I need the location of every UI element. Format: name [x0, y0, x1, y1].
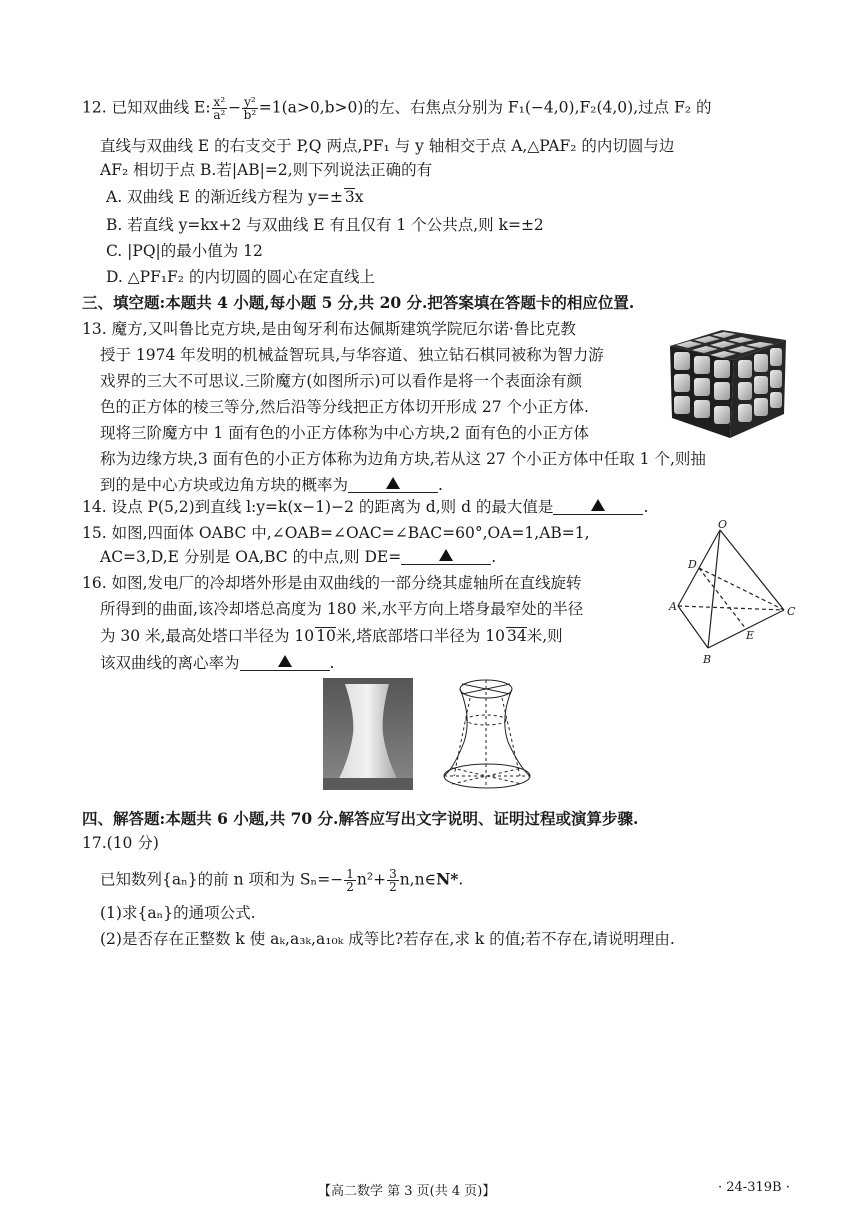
sqrt-34: 34 — [506, 627, 527, 645]
rubiks-cube-image — [664, 318, 790, 440]
q13-line-2: 授于 1974 年发明的机械益智玩具,与华容道、独立钻石棋同被称为智力游 — [100, 346, 604, 364]
q16-line-4: 该双曲线的离心率为 . — [100, 654, 335, 672]
q16-line-1: 16. 如图,发电厂的冷却塔外形是由双曲线的一部分绕其虚轴所在直线旋转 — [82, 574, 582, 592]
section-4-heading: 四、解答题:本题共 6 小题,共 70 分.解答应写出文字说明、证明过程或演算步骤. — [82, 809, 639, 828]
label-d: D — [688, 558, 697, 571]
q13-line-6: 称为边缘方块,3 面有色的小正方体称为边角方块,若从这 27 个小正方体中任取 1 个,则抽 — [100, 450, 706, 468]
footer-page-info: 【高二数学 第 3 页(共 4 页)】 — [318, 1184, 496, 1199]
q16-line-2: 所得到的曲面,该冷却塔总高度为 180 米,水平方向上塔身最窄处的半径 — [100, 600, 584, 618]
q13-line-4: 色的正方体的棱三等分,然后沿等分线把正方体切开形成 27 个小正方体. — [100, 398, 589, 416]
sqrt-10: 10 — [316, 627, 336, 645]
label-e: E — [746, 629, 755, 642]
label-a: A — [669, 600, 677, 613]
q13-line-3: 戏界的三大不可思议.三阶魔方(如图所示)可以看作是将一个表面涂有颜 — [100, 372, 583, 390]
fraction-3-2: $\frac{3}{2}$ — [389, 867, 397, 894]
label-b: B — [703, 653, 712, 666]
tetrahedron-figure — [668, 518, 798, 666]
q12-line-2: 直线与双曲线 E 的右支交于 P,Q 两点,PF₁ 与 y 轴相交于点 A,△PAF₂ 的内切圆与边 — [100, 137, 675, 155]
fraction-y2-b2: $\frac{\text{y²}}{\text{b²}}$ — [243, 95, 257, 122]
answer-blank-15[interactable] — [401, 546, 491, 565]
label-o: O — [718, 518, 728, 531]
q17-part-2: (2)是否存在正整数 k 使 aₖ,a₃ₖ,a₁₀ₖ 成等比?若存在,求 k 的值;若不存在,请说明理由. — [100, 930, 675, 948]
fraction-x2-a2: $\frac{\text{x²}}{\text{a²}}$ — [213, 95, 226, 122]
q15-line-2: AC=3,D,E 分别是 OA,BC 的中点,则 DE= . — [100, 548, 497, 566]
footer-code: · 24-319B · — [718, 1180, 790, 1195]
triangle-marker-icon — [386, 477, 400, 489]
q12-option-c: C. |PQ|的最小值为 12 — [106, 242, 263, 260]
triangle-marker-icon — [439, 549, 453, 561]
q15-line-1: 15. 如图,四面体 OABC 中,∠OAB=∠OAC=∠BAC=60°,OA=1,AB=1, — [82, 524, 590, 542]
triangle-marker-icon — [591, 499, 605, 511]
q17-heading: 17.(10 分) — [82, 834, 159, 852]
q12-line-1: 12. 已知双曲线 E: $\frac{\text{x²}}{\text{a²}}$ − $\frac{\text{y²}}{\text{b²}}$ =1(a>0,b>0)的左、右焦点分别为 F₁(−4,0),F₂(4,0),过点 F₂ 的 — [82, 95, 712, 122]
answer-blank-14[interactable] — [553, 496, 643, 515]
triangle-marker-icon — [278, 655, 292, 667]
q17-statement: 已知数列{aₙ}的前 n 项和为 Sₙ=− $\frac{1}{2}$ n²+ $\frac{3}{2}$ n,n∈N*. — [100, 867, 464, 894]
q12-option-b: B. 若直线 y=kx+2 与双曲线 E 有且仅有 1 个公共点,则 k=±2 — [106, 216, 544, 234]
q13-line-1: 13. 魔方,又叫鲁比克方块,是由匈牙利布达佩斯建筑学院厄尔诺·鲁比克教 — [82, 320, 576, 338]
label-c: C — [787, 605, 796, 618]
cooling-tower-photo — [323, 678, 413, 790]
fraction-1-2: $\frac{1}{2}$ — [346, 867, 354, 894]
q13-line-7: 到的是中心方块或边角方块的概率为 . — [100, 476, 443, 494]
q16-line-3: 为 30 米,最高处塔口半径为 10 10米,塔底部塔口半径为 10 34米,则 — [100, 627, 563, 645]
q13-line-5: 现将三阶魔方中 1 面有色的小正方体称为中心方块,2 面有色的小正方体 — [100, 424, 589, 442]
cooling-tower-diagram — [440, 676, 538, 794]
answer-blank-13[interactable] — [348, 474, 438, 493]
q17-part-1: (1)求{aₙ}的通项公式. — [100, 904, 256, 922]
q12-option-a: A. 双曲线 E 的渐近线方程为 y=± 3x — [106, 188, 364, 206]
sqrt-3: 3 — [344, 188, 355, 206]
answer-blank-16[interactable] — [240, 652, 330, 671]
section-3-heading: 三、填空题:本题共 4 小题,每小题 5 分,共 20 分.把答案填在答题卡的相应位置. — [82, 293, 635, 312]
q12-line-3: AF₂ 相切于点 B.若|AB|=2,则下列说法正确的有 — [100, 161, 433, 179]
q12-option-d: D. △PF₁F₂ 的内切圆的圆心在定直线上 — [106, 268, 375, 286]
q14-line: 14. 设点 P(5,2)到直线 l:y=k(x−1)−2 的距离为 d,则 d 的最大值是 . — [82, 498, 649, 516]
